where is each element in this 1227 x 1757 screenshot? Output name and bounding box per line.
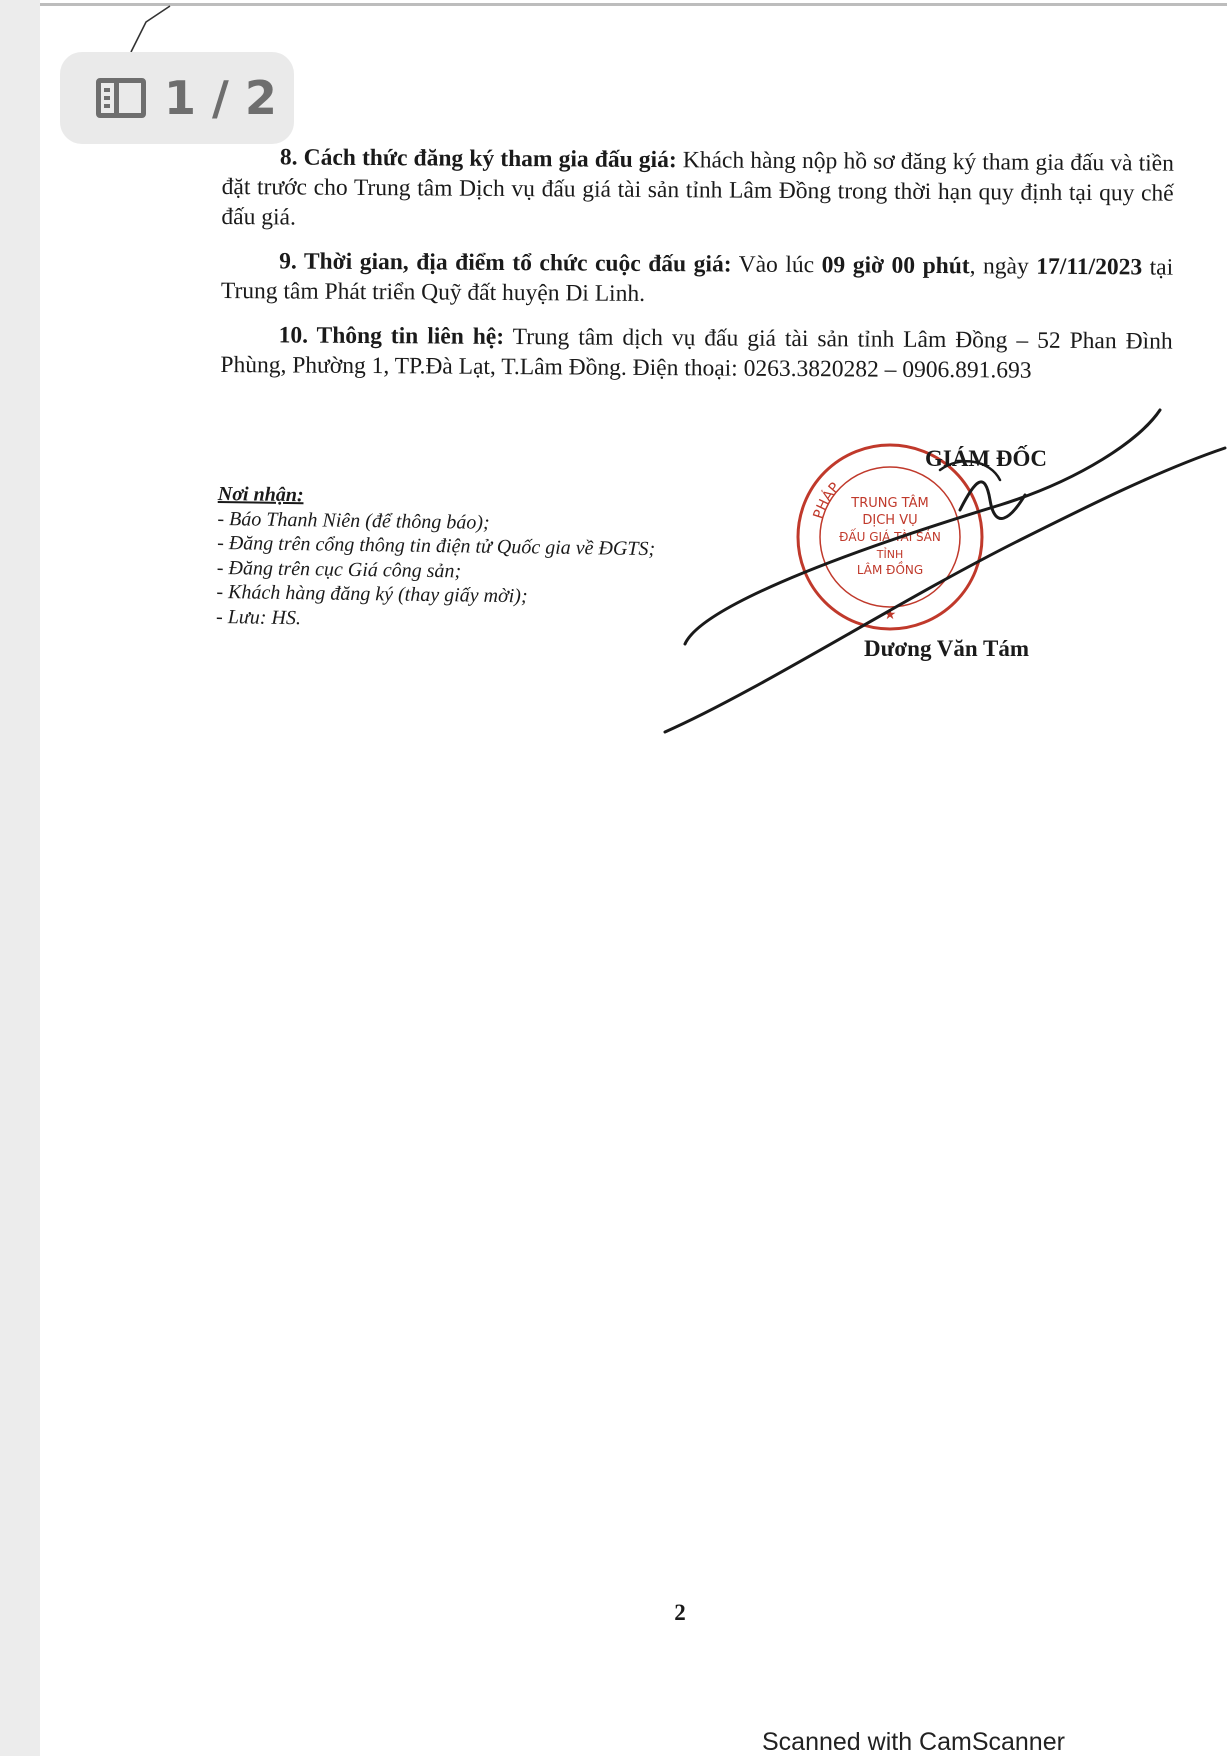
paragraph-text: Vào lúc (731, 251, 822, 279)
paragraph-lead: 10. Thông tin liên hệ: (278, 322, 505, 350)
recipient-item: - Lưu: HS. (215, 605, 302, 629)
paragraph-text: , ngày (969, 253, 1037, 280)
stamp-line: TRUNG TÂM (851, 496, 929, 511)
recipient-item: - Báo Thanh Niên (để thông báo); (217, 507, 490, 534)
paragraph-text: tại Trung tâm Phát triển Quỹ đất huyện Di Linh. (220, 254, 1174, 307)
stamp-line: ĐẤU GIÁ TÀI SẢN (839, 530, 941, 544)
signer-title: GIÁM ĐỐC (924, 446, 1048, 471)
recipient-item: - Đăng trên cục Giá công sản; (216, 556, 462, 582)
paragraph-lead: 9. Thời gian, địa điểm tổ chức cuộc đấu giá: (279, 248, 732, 278)
auction-time: 09 giờ 00 phút (821, 252, 970, 280)
stamp-line: TỈNH (876, 548, 904, 561)
stamp-arc-text: PHÁP (810, 479, 844, 521)
recipient-item: - Khách hàng đăng ký (thay giấy mời); (216, 580, 528, 608)
signer-name: Dương Văn Tám (864, 636, 1030, 661)
page-indicator-text: 1 / 2 (164, 71, 277, 125)
paragraph-text: Trung tâm dịch vụ đấu giá tài sản tỉnh Lâm Đồng – 52 Phan Đình Phùng, Phường 1, TP.Đà Lạt, T.Lâm Đồng. Điện thoại: 0263.3820282 – 0906.891.693 (220, 323, 1173, 384)
camscanner-watermark: Scanned with CamScanner (762, 1728, 1065, 1756)
recipient-item: - Đăng trên cổng thông tin điện tử Quốc gia về ĐGTS; (216, 531, 656, 561)
paragraph-lead: 8. Cách thức đăng ký tham gia đấu giá: (279, 144, 677, 174)
page-number: 2 (674, 1600, 686, 1625)
recipients-heading: Nơi nhận: (217, 482, 304, 507)
stamp-line: LÂM ĐỒNG (856, 563, 924, 577)
star-icon: ★ (883, 607, 897, 623)
auction-date: 17/11/2023 (1036, 253, 1143, 281)
stamp-line: DỊCH VỤ (862, 513, 918, 528)
paragraph-text: Khách hàng nộp hồ sơ đăng ký tham gia đấu và tiền đặt trước cho Trung tâm Dịch vụ đấu giá tài sản tỉnh Lâm Đồng trong thời hạn quy định tại quy chế đấu giá. (221, 147, 1174, 231)
